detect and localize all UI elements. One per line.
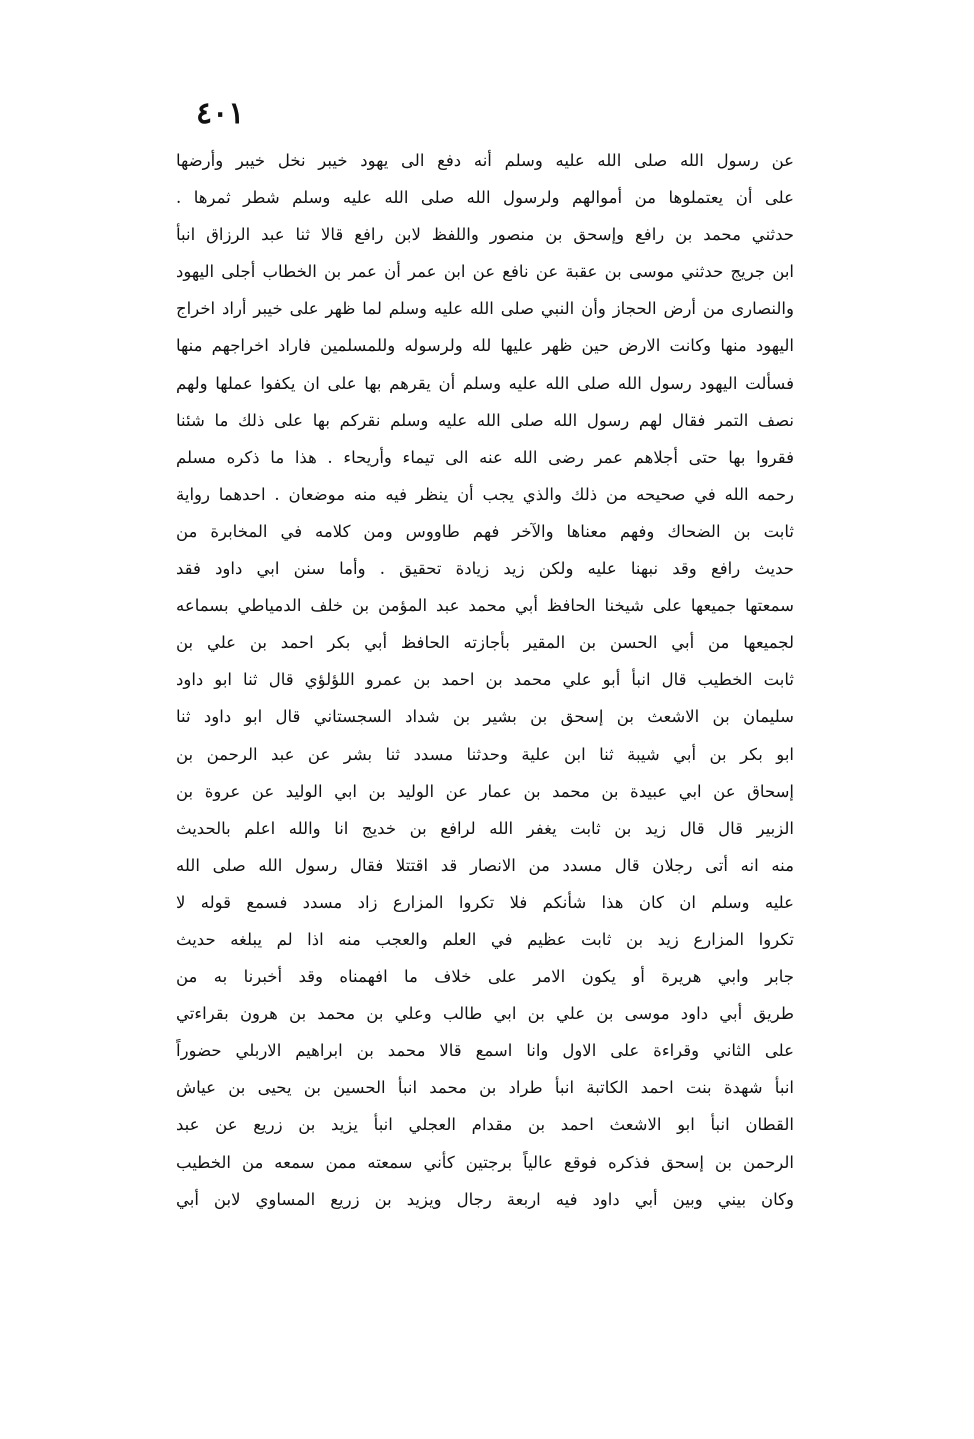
text-line: ابن جريج حدثني موسى بن عقبة عن نافع عن ابن عمر أن عمر بن الخطاب أجلى اليهود: [176, 262, 794, 282]
text-line: سمعتها جميعها على شيخنا الحافظ أبي محمد عبد المؤمن بن خلف الدمياطي بسماعه: [176, 596, 794, 616]
text-line: القطان انبأ ابو الاشعث احمد بن مقدام العجلي انبأ يزيد بن زريع عن عبد: [176, 1115, 794, 1135]
text-line: حديث رافع وقد نبهنا عليه ولكن زيد زيادة تحقيق . وأما سنن ابي داود فقد: [176, 559, 794, 579]
text-line: انبأ شهدة بنت احمد الكاتبة انبأ طراد بن محمد انبأ الحسين بن يحيى بن عياش: [176, 1078, 794, 1098]
text-line: ثابت الخطيب قال انبأ أبو علي محمد بن احمد بن عمرو اللؤلؤي قال ثنا ابو داود: [176, 670, 794, 690]
text-line: إسحاق عن ابي عبيدة بن محمد بن عمار عن الوليد بن ابي الوليد عن عروة بن: [176, 781, 794, 801]
text-line: حدثني محمد بن رافع وإسحق بن منصور واللفظ لابن رافع قالا ثنا عبد الرزاق انبأ: [176, 225, 794, 245]
text-line: الزبير قال قال زيد بن ثابت يغفر الله لرافع بن خديج انا والله اعلم بالحديث: [176, 818, 794, 838]
text-line: والنصارى من أرض الحجاز وأن النبي صلى الله عليه وسلم لما ظهر على خيبر أراد اخراج: [176, 299, 794, 319]
text-line: على أن يعتملوها من أموالهم ولرسول الله صلى الله عليه وسلم شطر ثمرها .: [176, 188, 794, 208]
text-line: ابو بكر بن أبي شيبة ثنا ابن علية وحدثنا مسدد ثنا بشر عن عبد الرحمن بن: [176, 744, 794, 764]
text-line: فقروا بها حتى أجلاهم عمر رضى الله عنه الى تيماء وأريحاء . هذا ما ذكره مسلم: [176, 447, 794, 467]
text-line: وكان بيني وبين أبي داود فيه اربعة رجال ويزيد بن زريع المساوي لابن أبي: [176, 1189, 794, 1209]
page-number: ٤٠١: [196, 96, 245, 131]
text-line: فسألت اليهود رسول الله صلى الله عليه وسلم أن يقرهم بها على ان يكفوا عملها ولهم: [176, 373, 794, 393]
text-line: رحمه الله في صحيحه من ذلك والذي يجب أن ينظر فيه منه موضعان . احدهما رواية: [176, 484, 794, 504]
text-line: على الثاني وقراءة على الاول وانا اسمع قالا محمد بن ابراهيم الاربلي حضوراً: [176, 1041, 794, 1061]
text-line: طريق أبي داود موسى بن علي بن ابي طالب وعلي بن محمد بن هرون بقراءتي: [176, 1004, 794, 1024]
text-body: [176, 142, 794, 1218]
text-line: نصف التمر فقال لهم رسول الله صلى الله عليه وسلم نقركم بها على ذلك ما شئنا: [176, 410, 794, 430]
text-line: جابر وابي هريرة أو يكون الامر على خلاف ما افهمناه وقد أخبرنا به من: [176, 967, 794, 987]
text-line: الرحمن بن إسحق فذكره فوقع عالياً برجتين كأني سمعته ممن سمعه من الخطيب: [176, 1152, 794, 1172]
text-line: منه انه أتى رجلان قال مسدد من الانصار قد اقتتلا فقال رسول الله صلى الله: [176, 855, 794, 875]
text-line: لجميعها من أبي الحسن بن المقير بأجازته الحافظ أبي بكر احمد بن علي بن: [176, 633, 794, 653]
text-line: ثابت بن الضحاك وفهم معناها والآخر فهم طاووس ومن كلامه في المخابرة من: [176, 521, 794, 541]
text-line: اليهود منها وكانت الارض حين ظهر عليها لله ولرسوله وللمسلمين فاراد اخراجهم منها: [176, 336, 794, 356]
text-line: عن رسول الله صلى الله عليه وسلم أنه دفع الى يهود خيبر نخل خيبر وأرضها: [176, 151, 794, 170]
text-line: تكروا المزارع زيد بن ثابت عظيم في العلم والعجب منه اذا لم يبلغه حديث: [176, 929, 794, 949]
text-line: عليه وسلم ان كان هذا شأنكم فلا تكروا المزارع زاد مسدد فسمع قوله لا: [176, 892, 794, 912]
text-line: سليمان بن الاشعث بن إسحق بن بشير بن شداد السجستاني قال ابو داود ثنا: [176, 707, 794, 727]
